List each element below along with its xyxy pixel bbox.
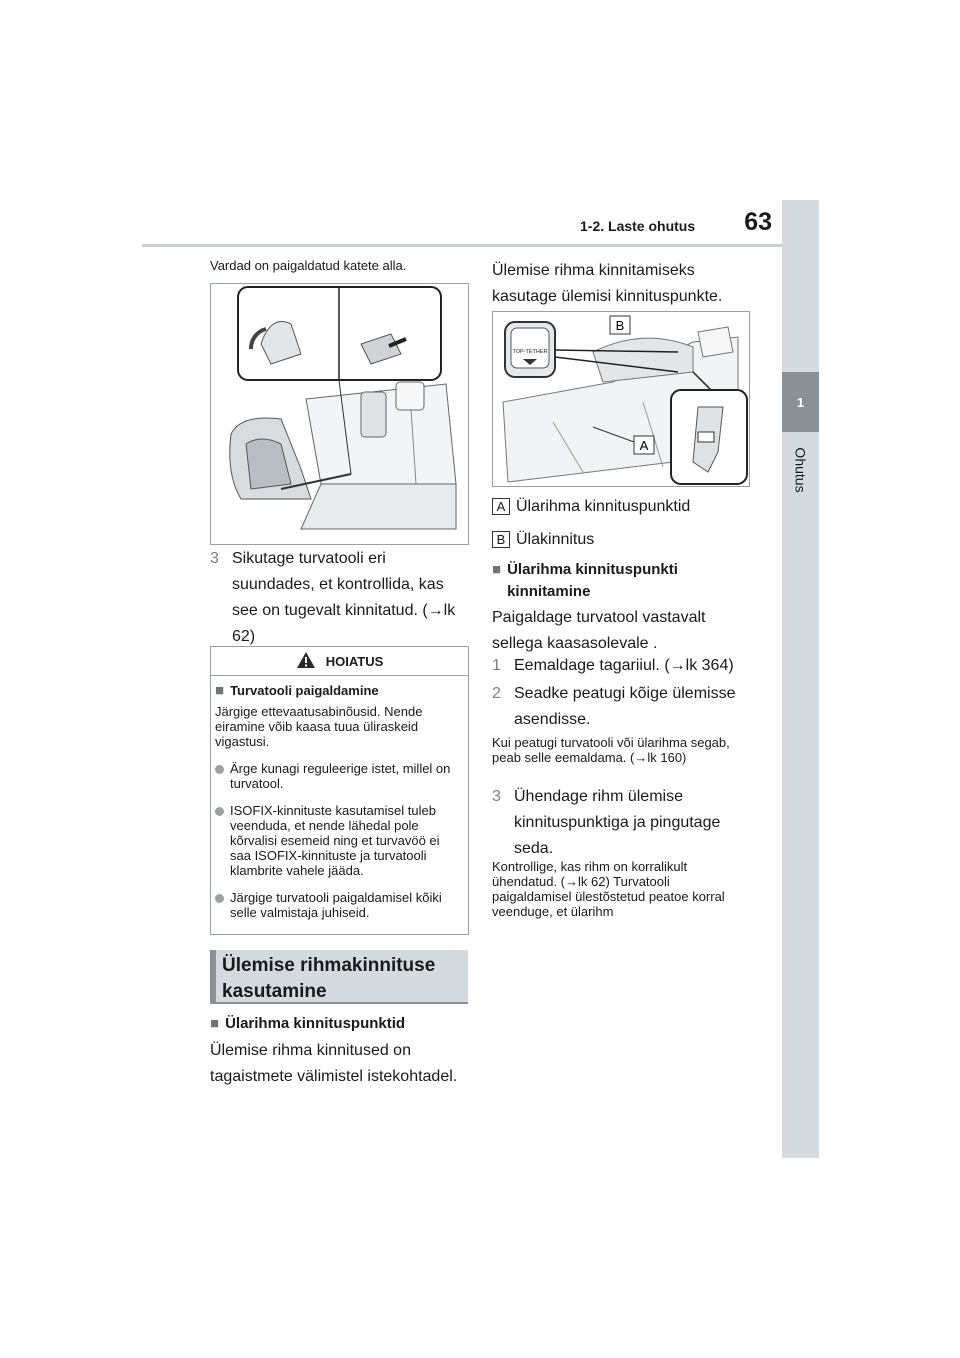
isofix-illustration [211, 284, 468, 544]
warning-bullet-text: Järgige turvatooli paigaldamisel kõiki selle valmistaja juhiseid. [230, 890, 442, 920]
top-tether-illustration [493, 312, 749, 486]
chapter-number-box: 1 [782, 372, 819, 432]
chapter-label-text: Ohutus [792, 447, 809, 493]
top-tether-symbol-text: TOP-TETHER [512, 349, 548, 355]
step-3-left [210, 546, 470, 650]
chapter-label [782, 440, 819, 500]
legend-b-text: Ülakinnitus [516, 531, 595, 548]
subheading-text: Ülarihma kinnituspunkti kinnitamine [507, 561, 678, 600]
warning-bullet-text: Ärge kunagi reguleerige istet, millel on turvatool. [230, 761, 451, 791]
label-a: A [639, 438, 649, 453]
step-number: 3 [210, 550, 219, 567]
header-divider [142, 244, 782, 247]
warning-intro: Järgige ettevaatusabinõusid. Nende eiramine võib kaasa tuua üliraskeid vigastusi. [215, 704, 423, 749]
section-title: 1-2. Laste ohutus [580, 218, 696, 234]
warning-bullet [215, 761, 464, 791]
warning-box [210, 646, 469, 935]
warning-bullet-text: ISOFIX-kinnituste kasutamisel tuleb veenduda, et nende lähedal pole kõrvalisi esemeid ning et turvavöö ei saa ISOFIX-kinnituste ja turvatooli klambrite vahele jääda. [230, 803, 440, 878]
step-text: Ühendage rihm ülemise kinnituspunktiga ja pingutage seda. [514, 788, 721, 857]
warning-title: HOIATUS [325, 653, 384, 669]
step-1 [492, 653, 762, 679]
isofix-installation-figure [210, 283, 469, 545]
right-intro: Ülemise rihma kinnitamiseks kasutage ülemisi kinnituspunkte. [492, 262, 723, 305]
subheading-attach [492, 559, 722, 603]
legend-a [492, 494, 762, 520]
legend-b-key: B [492, 531, 510, 548]
bullet-dot-icon [215, 807, 224, 816]
legend-a-key: A [492, 498, 510, 515]
step-text: Eemaldage tagariiul. (→lk 364) [514, 657, 734, 674]
top-tether-figure [492, 311, 750, 487]
warning-header [211, 647, 468, 676]
step-number: 1 [492, 657, 501, 674]
note-headrest: Kui peatugi turvatooli või ülarihma segab, peab selle eemaldama. (→lk 160) [492, 735, 730, 765]
bullet-dot-icon [215, 765, 224, 774]
square-bullet-icon: ■ [492, 561, 502, 578]
label-b: B [615, 318, 625, 333]
bullet-dot-icon [215, 894, 224, 903]
anchor-paragraph: Ülemise rihma kinnitused on tagaistmete välimistel istekohtadel. [210, 1042, 458, 1085]
warning-bullet [215, 803, 464, 878]
subheading-anchor-points [210, 1013, 470, 1035]
square-bullet-icon: ■ [215, 682, 225, 699]
step-number: 2 [492, 685, 501, 702]
page-number: 63 [744, 208, 772, 236]
legend-a-text: Ülarihma kinnituspunktid [516, 498, 691, 515]
subheading-text: Ülarihma kinnituspunktid [225, 1015, 406, 1032]
figure-caption: Vardad on paigaldatud katete alla. [210, 258, 407, 273]
note-check-strap: Kontrollige, kas rihm on korralikult ühendatud. (→lk 62) Turvatooli paigaldamisel ülestõstetud peatoe korral veenduge, et ülarihm [492, 859, 725, 919]
step-2 [492, 681, 754, 733]
square-bullet-icon: ■ [210, 1015, 220, 1032]
legend-b [492, 527, 762, 553]
step-3-right [492, 784, 742, 862]
warning-triangle-icon [296, 651, 316, 672]
step-number: 3 [492, 788, 501, 805]
step-text: Sikutage turvatooli eri suundades, et kontrollida, kas see on tugevalt kinnitatud. (→lk 62) [232, 550, 456, 645]
step-text: Seadke peatugi kõige ülemisse asendisse. [514, 685, 736, 728]
section-banner: Ülemise rihmakinnituse kasutamine [210, 950, 468, 1004]
attach-paragraph: Paigaldage turvatool vastavalt sellega kaasasolevale . [492, 609, 706, 652]
warning-subtitle: Turvatooli paigaldamine [230, 683, 379, 698]
warning-bullet [215, 890, 464, 920]
chapter-side-tab [782, 200, 819, 1158]
warning-subtitle-row [215, 682, 464, 700]
